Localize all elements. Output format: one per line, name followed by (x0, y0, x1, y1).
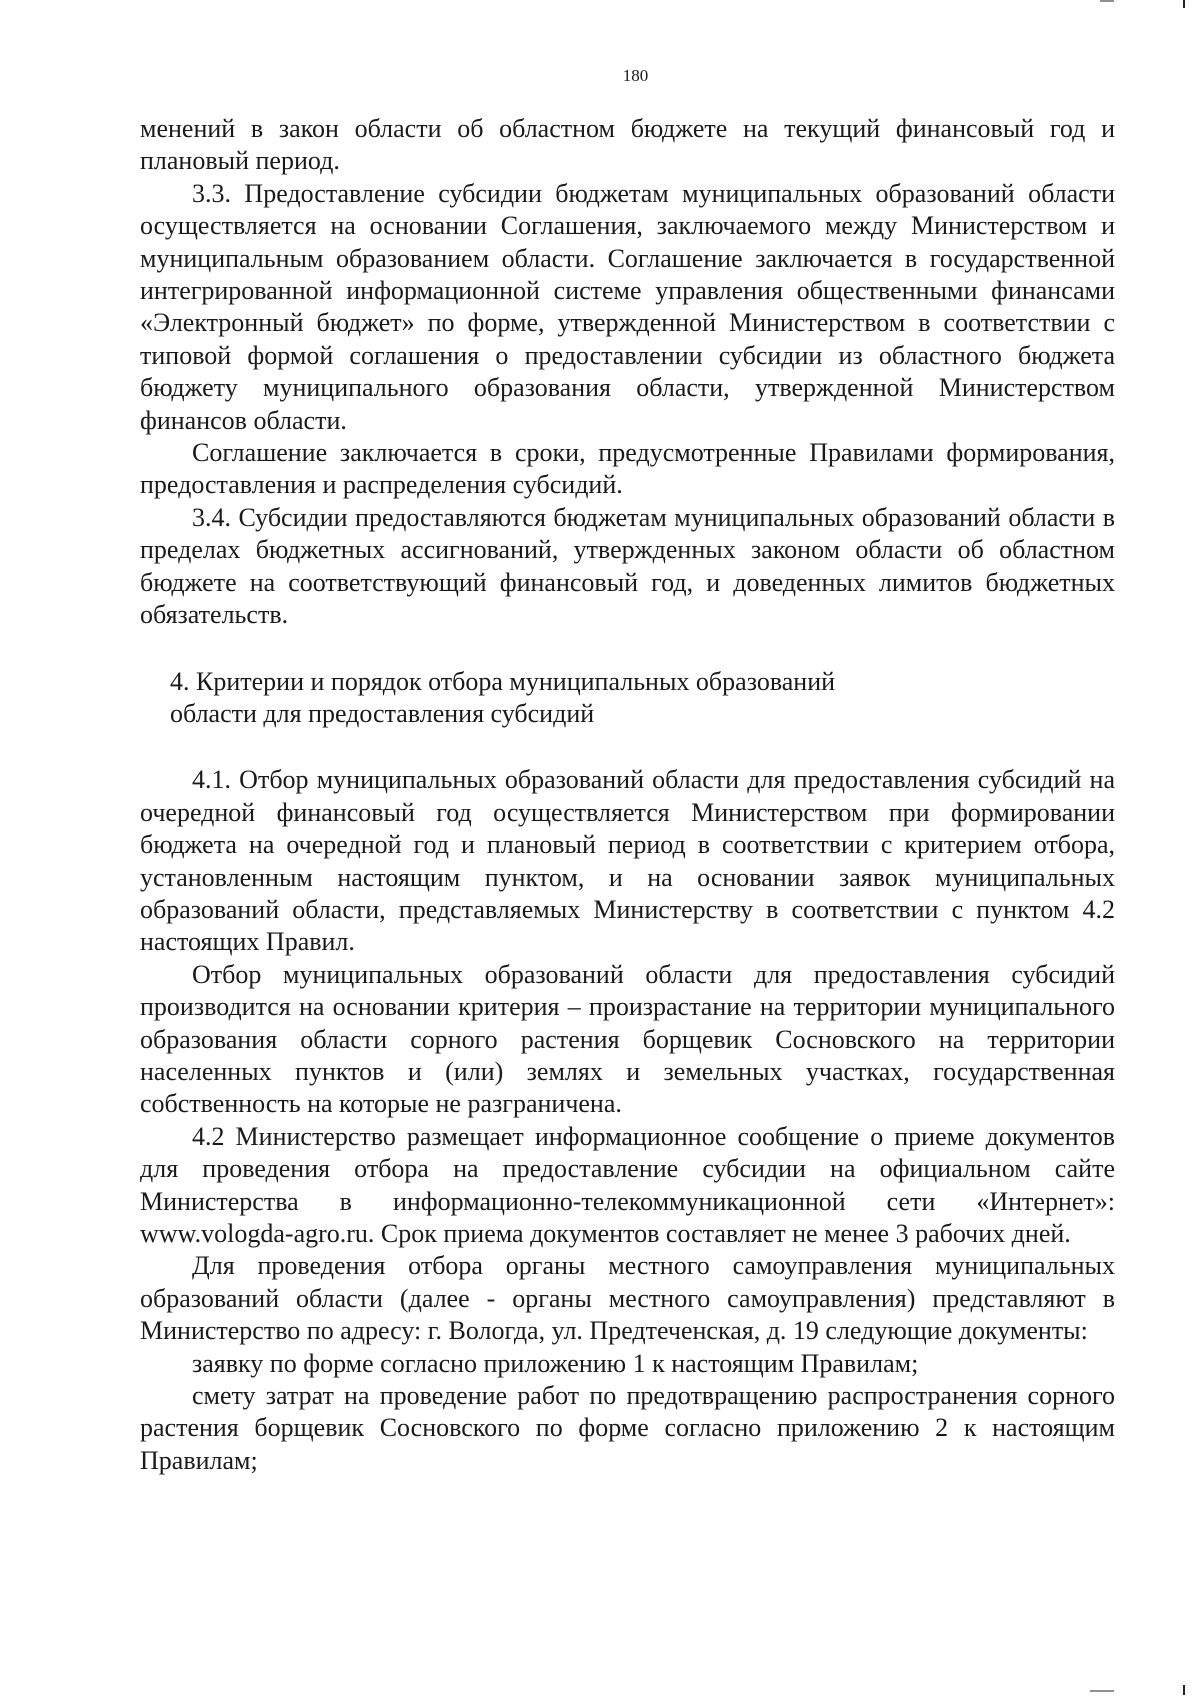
paragraph-documents-submission: Для проведения отбора органы местного самоуправления муниципальных образований области (далее - органы местного самоуправления) представляют в Министерство по адресу: г. Вологда, ул. Предтеченская, д. 19 следующие документы: (140, 1251, 1115, 1346)
list-item-cost-estimate: смету затрат на проведение работ по предотвращению распространения сорного растения борщевик Сосновского по форме согласно приложению 2 к настоящим Правилам; (140, 1381, 1115, 1475)
section-heading-line-1: 4. Критерии и порядок отбора муниципальных образований (170, 666, 836, 696)
paragraph-agreement-terms: Соглашение заключается в сроки, предусмотренные Правилами формирования, предоставления и распределения субсидий. (140, 438, 1115, 500)
list-item-application: заявку по форме согласно приложению 1 к настоящим Правилам; (192, 1348, 919, 1378)
paragraph-selection-criterion: Отбор муниципальных образований области для предоставления субсидий производится на основании критерия – произрастание на территории муниципального образования области сорного растения борщевик Сосновского на территории населенных пунктов и (или) землях и земельных участках, государственная собственность на которые не разграничена. (140, 959, 1115, 1119)
paragraph-4-1: 4.1. Отбор муниципальных образований области для предоставления субсидий на очередной финансовый год осуществляется Министерством при формировании бюджета на очередной год и плановый период в соответствии с критерием отбора, установленным настоящим пунктом, и на основании заявок муниципальных образований области, представляемых Министерству в соответствии с пунктом 4.2 настоящих Правил. (140, 765, 1115, 957)
scan-artifact-mark (1183, 0, 1185, 8)
scan-artifact-mark (1090, 1690, 1114, 1692)
spacer (140, 730, 1115, 764)
spacer (140, 632, 1115, 666)
paragraph-4-2: 4.2 Министерство размещает информационное сообщение о приеме документов для проведения отбора на предоставление субсидии на официальном сайте Министерства в информационно-телекоммуникационной сети «Интернет»: www.vologda-agro.ru. Срок приема документов составляет не менее 3 рабочих дней. (140, 1121, 1115, 1248)
paragraph-continuation: менений в закон области об областном бюджете на текущий финансовый год и плановый период. (140, 114, 1115, 176)
section-heading-line-2: области для предоставления субсидий (170, 698, 595, 728)
scan-artifact-mark (1183, 1685, 1185, 1695)
page-number: 180 (622, 66, 649, 85)
section-heading (140, 666, 1115, 731)
paragraph-3-3: 3.3. Предоставление субсидии бюджетам муниципальных образований области осуществляется на основании Соглашения, заключаемого между Министерством и муниципальным образованием области. Соглашение заключается в государственной интегрированной информационной системе управления общественными финансами «Электронный бюджет» по форме, утвержденной Министерством в соответствии с типовой формой соглашения о предоставлении субсидии из областного бюджета бюджету муниципального образования области, утвержденной Министерством финансов области. (140, 178, 1115, 435)
scan-artifact-mark (1100, 0, 1114, 2)
paragraph-3-4: 3.4. Субсидии предоставляются бюджетам муниципальных образований области в пределах бюджетных ассигнований, утвержденных законом области об областном бюджете на соответствующий финансовый год, и доведенных лимитов бюджетных обязательств. (140, 502, 1115, 630)
document-body (140, 113, 1115, 1477)
